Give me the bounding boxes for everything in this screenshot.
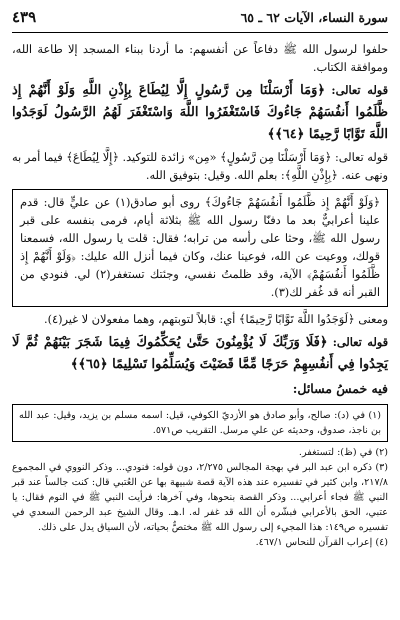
paragraph-5 <box>12 332 388 376</box>
paragraph-2 <box>12 80 388 146</box>
page-header <box>12 6 388 33</box>
page-number: ٤٣٩ <box>12 8 37 26</box>
surah-title: سورة النساء، الآيات ٦٢ ـ ٦٥ <box>240 9 388 25</box>
qawluhu-label-2: قوله تعالى: <box>332 335 389 349</box>
footnote-3: (٣) ذكره ابن عبد البر في بهجة المجالس ٢/٢٧٥، دون قوله: فنودي... وذكر النووي في المجموع ٢١٧/٨، وابن كثير في تفسيره عند هذه الآية قصة شبيهة بها عن العُتبي قال: كنت جالساً عند قبر النبي ﷺ فجاء أعرابي... وذكر القصة بنحوها، وفي آخرها: فرأيت النبي ﷺ في النوم فقال: يا عتبي، الحق بالأعرابي فبشّره أن الله قد غفر له. ا.هـ. وقال الشيخ عبد الرحمن السعدي في تفسيره ص١٤٩: هذا المجيء إلى رسول الله ﷺ مختصٌّ بحياته، لأن السياق يدل على ذلك. <box>12 462 388 533</box>
section-heading: فيه خمسُ مسائل: <box>292 381 388 396</box>
footnotes <box>12 445 388 550</box>
footnote-2: (٢) في (ظ): لتستغفر. <box>298 447 388 458</box>
quran-verse-65: ﴿فَلَا وَرَبِّكَ لَا يُؤْمِنُونَ حَتَّىٰ يُحَكِّمُوكَ فِيمَا شَجَرَ بَيْنَهُمْ ثُمَّ لَا يَجِدُوا فِي أَنفُسِهِمْ حَرَجًا مِّمَّا قَضَيْتَ وَيُسَلِّمُوا تَسْلِيمًا ﴿٦٥﴾﴾ <box>12 335 388 372</box>
paragraph-4: ومعنى ﴿لَوَجَدُوا اللَّهَ تَوَّابًا رَّحِيمًا﴾ أي: قابلاً لتوبتهم، وهما مفعولان لا غير(٤). <box>44 313 388 326</box>
paragraph-1: حلفوا لرسول الله ﷺ دفاعاً عن أنفسهم: ما أردنا ببناء المسجد إلا طاعة الله، وموافقة الكتاب. <box>12 43 388 74</box>
paragraph-3: قوله تعالى: ﴿وَمَا أَرْسَلْنَا مِن رَّسُولٍ﴾ «مِن» زائدة للتوكيد. ﴿إِلَّا لِيُطَاعَ﴾ فيما أمر به ونهى عنه. ﴿بِإِذْنِ اللَّهِ﴾: بعلم الله. وقيل: بتوفيق الله. <box>12 151 388 182</box>
footnote-4: (٤) إعراب القرآن للنحاس ٤٦٧/١. <box>255 537 388 548</box>
main-text <box>12 41 388 550</box>
quran-verse-64: ﴿وَمَا أَرْسَلْنَا مِن رَّسُولٍ إِلَّا لِيُطَاعَ بِإِذْنِ اللَّهِ وَلَوْ أَنَّهُمْ إِذ ظَّلَمُوا أَنفُسَهُمْ جَاءُوكَ فَاسْتَغْفَرُوا اللَّهَ وَاسْتَغْفَرَ لَهُمُ الرَّسُولُ لَوَجَدُوا اللَّهَ تَوَّابًا رَّحِيمًا ﴿٦٤﴾﴾ <box>12 83 388 142</box>
boxed-narration <box>12 189 388 307</box>
footnote-1: (١) في (د): صالح، وأبو صادق هو الأزديّ الكوفي، قيل: اسمه مسلم بن يزيد، وقيل: عبد الله بن ناجذ، صدوق، وحديثه عن علي مرسل. التقريب ص٥٧١. <box>19 410 381 436</box>
boxed-narration-text: ﴿وَلَوْ أَنَّهُمْ إِذ ظَّلَمُوا أَنفُسَهُمْ جَاءُوكَ﴾ روى أبو صادق(١) عن عليٍّ قال: قدم علينا أعرابيٌّ بعد ما دفنّا رسول الله ﷺ بثلاثة أيام، فرمى بنفسه على قبر رسول الله ﷺ، وحثا على رأسه من ترابه؛ فقال: قلت يا رسول الله، فسمعنا قولك، ووعيت عن الله، فوعينا عنك، وكان فيما أنزل الله عليك: ﴿وَلَوْ أَنَّهُمْ إِذ ظَّلَمُوا أَنفُسَهُمْ﴾ الآية، وقد ظلمتُ نفسي، وجئتك تستغفر(٢) لي. فنودي من القبر أنه قد غُفر لك(٣). <box>20 196 381 299</box>
footnote-1-box <box>12 404 388 442</box>
qawluhu-label: قوله تعالى: <box>331 83 388 97</box>
